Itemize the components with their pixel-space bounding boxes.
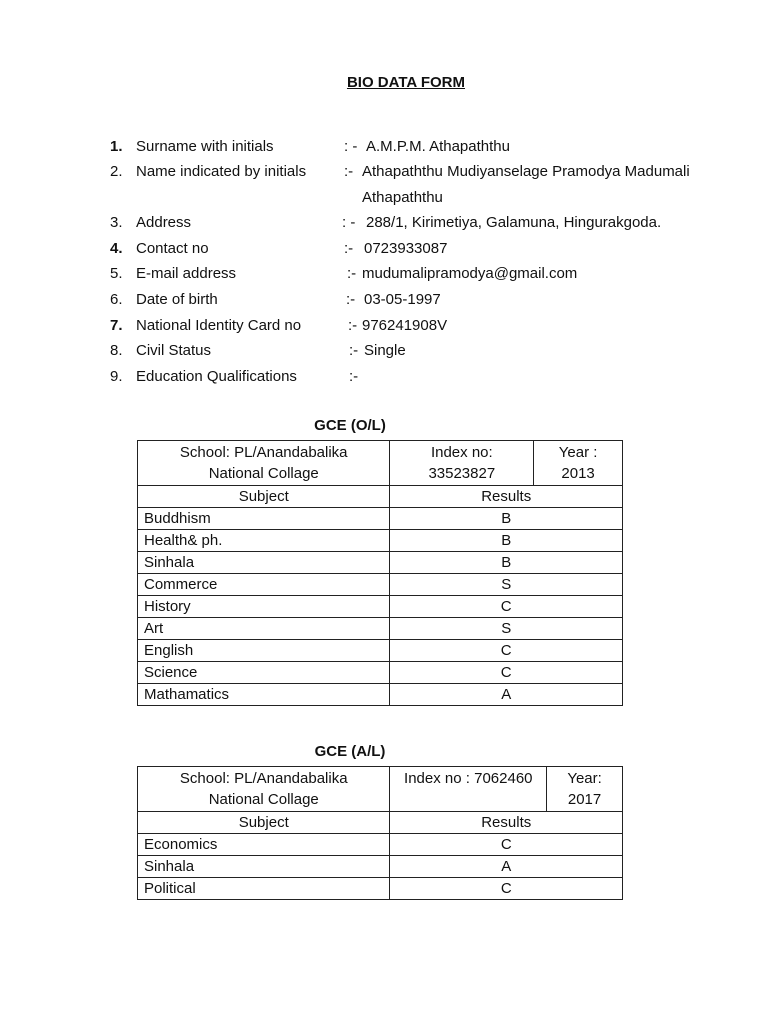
al-school-line1: School: PL/Anandabalika — [179, 770, 348, 787]
table-row — [138, 552, 623, 574]
field-label: Surname with initials — [136, 138, 274, 155]
ol-year-cell — [534, 441, 623, 486]
subject-cell: Sinhala — [138, 552, 390, 574]
table-row — [138, 530, 623, 552]
al-results-header: Results — [390, 812, 623, 834]
field-civil-status — [0, 340, 768, 362]
subject-cell: History — [138, 596, 390, 618]
al-results-table — [137, 766, 623, 900]
form-title: BIO DATA FORM — [346, 74, 466, 91]
field-separator: :- — [346, 291, 356, 308]
al-school-line2: National Collage — [208, 791, 319, 808]
field-separator: :- — [349, 342, 359, 359]
al-year-value: 2017 — [567, 791, 602, 808]
field-value: 03-05-1997 — [364, 291, 441, 308]
field-label: Civil Status — [136, 342, 212, 359]
ol-school-cell — [138, 441, 390, 486]
field-value: Athapaththu Mudiyanselage Pramodya Madumali — [362, 163, 690, 180]
table-row — [138, 662, 623, 684]
ol-school-line2: National Collage — [208, 465, 319, 482]
field-separator: :- — [344, 163, 354, 180]
field-number: 8. — [110, 342, 123, 359]
field-number: 4. — [110, 240, 123, 257]
field-education — [0, 366, 768, 388]
table-row — [138, 640, 623, 662]
field-contact — [0, 238, 768, 260]
field-label: Contact no — [136, 240, 209, 257]
field-value: Single — [364, 342, 406, 359]
subject-cell: Economics — [138, 834, 390, 856]
field-dob — [0, 289, 768, 311]
subject-cell: Buddhism — [138, 508, 390, 530]
field-number: 3. — [110, 214, 123, 231]
result-cell: A — [390, 856, 623, 878]
ol-year-value: 2013 — [561, 465, 595, 482]
al-column-header-row — [138, 812, 623, 834]
al-index-cell — [390, 767, 547, 812]
field-label: Education Qualifications — [136, 368, 297, 385]
result-cell: B — [390, 552, 623, 574]
table-row — [138, 834, 623, 856]
result-cell: B — [390, 530, 623, 552]
result-cell: S — [390, 574, 623, 596]
field-full-name-cont — [0, 187, 768, 209]
ol-year-label: Year : — [558, 444, 598, 461]
table-row — [138, 618, 623, 640]
field-value: A.M.P.M. Athapaththu — [366, 138, 510, 155]
ol-results-header: Results — [390, 486, 623, 508]
al-school-cell — [138, 767, 390, 812]
ol-index-value: 33523827 — [428, 465, 496, 482]
field-surname — [0, 136, 768, 158]
table-row — [138, 574, 623, 596]
ol-index-cell — [390, 441, 534, 486]
al-header-row — [138, 767, 623, 812]
field-number: 2. — [110, 163, 123, 180]
al-year-cell — [547, 767, 623, 812]
result-cell: C — [390, 834, 623, 856]
al-year-label: Year: — [567, 770, 602, 787]
al-index-value: 7062460 — [474, 770, 533, 787]
field-number: 9. — [110, 368, 123, 385]
subject-cell: Sinhala — [138, 856, 390, 878]
field-separator: :- — [349, 368, 359, 385]
field-number: 7. — [110, 317, 123, 334]
field-value: 976241908V — [362, 317, 448, 334]
ol-header-row — [138, 441, 623, 486]
table-row — [138, 508, 623, 530]
result-cell: S — [390, 618, 623, 640]
subject-cell: Health& ph. — [138, 530, 390, 552]
table-row — [138, 684, 623, 706]
field-value: mudumalipramodya@gmail.com — [362, 265, 578, 282]
result-cell: C — [390, 596, 623, 618]
result-cell: B — [390, 508, 623, 530]
field-address — [0, 212, 768, 234]
result-cell: C — [390, 878, 623, 900]
field-nic — [0, 315, 768, 337]
ol-index-label: Index no: — [430, 444, 493, 461]
field-number: 1. — [110, 138, 123, 155]
field-separator: :- — [347, 265, 357, 282]
ol-school-line1: School: PL/Anandabalika — [179, 444, 348, 461]
subject-cell: Science — [138, 662, 390, 684]
ol-subject-header: Subject — [138, 486, 390, 508]
subject-cell: Mathamatics — [138, 684, 390, 706]
ol-results-table — [137, 440, 623, 706]
field-full-name — [0, 161, 768, 183]
subject-cell: Commerce — [138, 574, 390, 596]
ol-heading: GCE (O/L) — [314, 417, 386, 434]
field-separator: :- — [348, 317, 358, 334]
field-label: E-mail address — [136, 265, 237, 282]
ol-column-header-row — [138, 486, 623, 508]
table-row — [138, 856, 623, 878]
field-value-continued: Athapaththu — [362, 189, 443, 206]
al-heading: GCE (A/L) — [314, 743, 386, 760]
result-cell: C — [390, 640, 623, 662]
table-row — [138, 596, 623, 618]
subject-cell: Political — [138, 878, 390, 900]
field-label: Name indicated by initials — [136, 163, 307, 180]
field-number: 5. — [110, 265, 123, 282]
result-cell: A — [390, 684, 623, 706]
field-label: National Identity Card no — [136, 317, 302, 334]
table-row — [138, 878, 623, 900]
field-value: 288/1, Kirimetiya, Galamuna, Hingurakgoda. — [366, 214, 662, 231]
field-separator: : - — [344, 138, 358, 155]
result-cell: C — [390, 662, 623, 684]
field-value: 0723933087 — [364, 240, 448, 257]
field-email — [0, 263, 768, 285]
field-number: 6. — [110, 291, 123, 308]
field-label: Date of birth — [136, 291, 218, 308]
al-subject-header: Subject — [138, 812, 390, 834]
field-label: Address — [136, 214, 192, 231]
field-separator: :- — [344, 240, 354, 257]
field-separator: : - — [342, 214, 356, 231]
subject-cell: English — [138, 640, 390, 662]
al-index-label: Index no : — [404, 770, 470, 787]
subject-cell: Art — [138, 618, 390, 640]
